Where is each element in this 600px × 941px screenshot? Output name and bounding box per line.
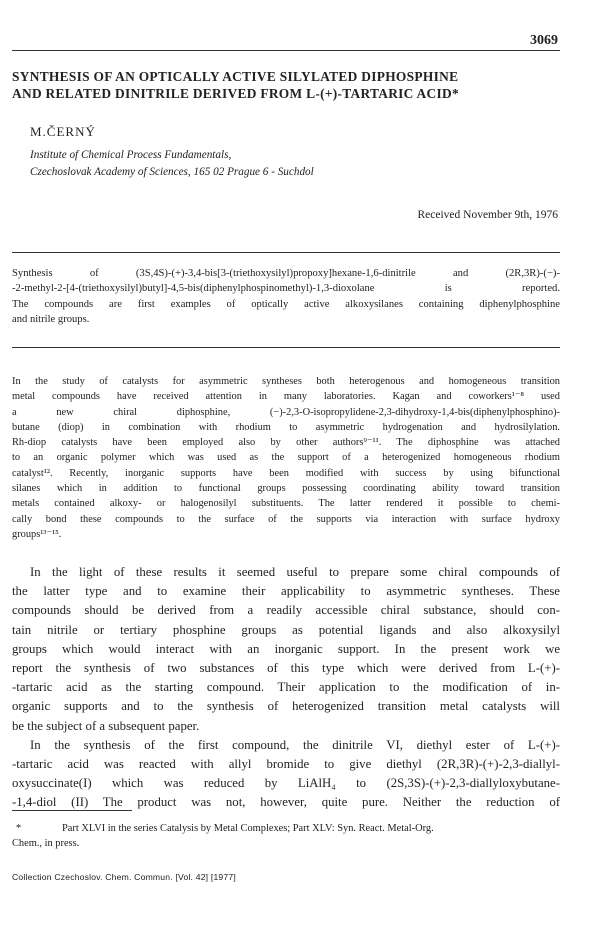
body-line: groups which would interact with an inorganic support. In the present work we <box>12 641 560 656</box>
body-line: tain nitrile or tertiary phosphine groups as potential ligands and also alkoxysilyl <box>12 622 560 637</box>
body-line: oxysuccinate(I) which was reduced by LiAlH₄ to (2S,3S)-(+)-2,3-diallyloxybutane- <box>12 776 560 791</box>
abstract-line: The compounds are first examples of optically active alkoxysilanes containing diphenylphosphine <box>12 298 560 310</box>
footnote-marker: * <box>16 823 22 834</box>
body-line: report the synthesis of two substances of this type which were derived from L-(+)- <box>12 661 560 676</box>
intro-line: silanes which in addition to functional groups possessing coordinating ability toward transition <box>12 483 560 495</box>
main-text <box>12 563 560 813</box>
intro-line: butane (diop) in combination with rhodium to asymmetric hydrogenation and hydrosilylation. <box>12 421 560 433</box>
introduction-paragraph <box>12 374 560 542</box>
intro-line: a new chiral diphosphine, (−)-2,3-O-isopropylidene-2,3-dihydroxy-1,4-bis(diphenylphosphino)- <box>12 406 560 418</box>
intro-line: cally bond these compounds to the surface of the supports via interaction with surface hydroxy <box>12 513 560 525</box>
body-line: compounds should be derived from a readily accessible chiral substance, should con- <box>12 603 560 618</box>
intro-line: to an organic polymer which was used as the support of a heterogenized homogeneous rhodium <box>12 452 560 464</box>
affiliation-line: Czechoslovak Academy of Sciences, 165 02 Prague 6 - Suchdol <box>30 166 314 178</box>
body-line: be the subject of a subsequent paper. <box>12 718 200 733</box>
affiliation-line: Institute of Chemical Process Fundamentals, <box>30 149 232 161</box>
abstract-top-rule <box>12 252 560 253</box>
footnote-rule <box>12 810 132 811</box>
footnote-text: Chem., in press. <box>12 838 80 849</box>
received-date: Received November 9th, 1976 <box>417 209 558 221</box>
body-line: -tartaric acid was reacted with allyl bromide to give diethyl (2R,3R)-(+)-2,3-diallyl- <box>12 757 560 772</box>
body-line: In the synthesis of the first compound, the dinitrile VI, diethyl ester of L-(+)- <box>30 737 560 752</box>
title-line: SYNTHESIS OF AN OPTICALLY ACTIVE SILYLATED DIPHOSPHINE <box>12 69 459 84</box>
footnote-text: Part XLVI in the series Catalysis by Metal Complexes; Part XLV: Syn. React. Metal-Org. <box>62 823 434 834</box>
title-line: AND RELATED DINITRILE DERIVED FROM L-(+)-TARTARIC ACID* <box>12 86 459 101</box>
page-number: 3069 <box>530 33 558 48</box>
abstract <box>12 266 560 328</box>
intro-line: Rh-diop catalysts have been employed also by other authors⁹⁻¹¹. The diphosphine was attached <box>12 437 560 449</box>
body-line: the latter type and to examine their applicability to asymmetric syntheses. These <box>12 584 560 599</box>
author-name: M.ČERNÝ <box>30 124 96 139</box>
body-line: In the light of these results it seemed useful to prepare some chiral compounds of <box>30 565 560 579</box>
body-line: -1,4-diol (II) The product was not, however, quite pure. Neither the reduction of <box>12 795 560 810</box>
intro-line: catalyst¹². Recently, inorganic supports have been modified with success by using bifunctional <box>12 467 560 479</box>
body-line: organic supports and to the synthesis of heterogenized transition metal catalysts will <box>12 699 560 714</box>
intro-line: groups¹³⁻¹⁵. <box>12 528 62 540</box>
journal-citation: Collection Czechoslov. Chem. Commun. [Vol. 42] [1977] <box>12 872 236 882</box>
header-rule <box>12 50 560 51</box>
article-title <box>12 68 560 102</box>
author-affiliation <box>30 147 314 181</box>
intro-line: metal compounds have received attention in many laboratories. Kagan and coworkers¹⁻⁸ used <box>12 391 560 403</box>
footnote <box>12 821 560 851</box>
intro-line: In the study of catalysts for asymmetric syntheses both heterogenous and homogeneous transition <box>12 376 560 387</box>
abstract-line: and nitrile groups. <box>12 314 90 326</box>
abstract-line: -2-methyl-2-[4-(triethoxysilyl)butyl]-4,5-bis(diphenylphospinomethyl)-1,3-dioxolane is reported. <box>12 283 560 295</box>
abstract-bottom-rule <box>12 347 560 348</box>
body-line: -tartaric acid as the starting compound. Their application to the modification of in- <box>12 680 560 695</box>
abstract-line: Synthesis of (3S,4S)-(+)-3,4-bis[3-(triethoxysilyl)propoxy]hexane-1,6-dinitrile and (2R,3R)-(−)- <box>12 268 560 279</box>
intro-line: metals contained alkoxy- or halogenosilyl substituents. The latter rendered it possible to chemi- <box>12 498 560 510</box>
